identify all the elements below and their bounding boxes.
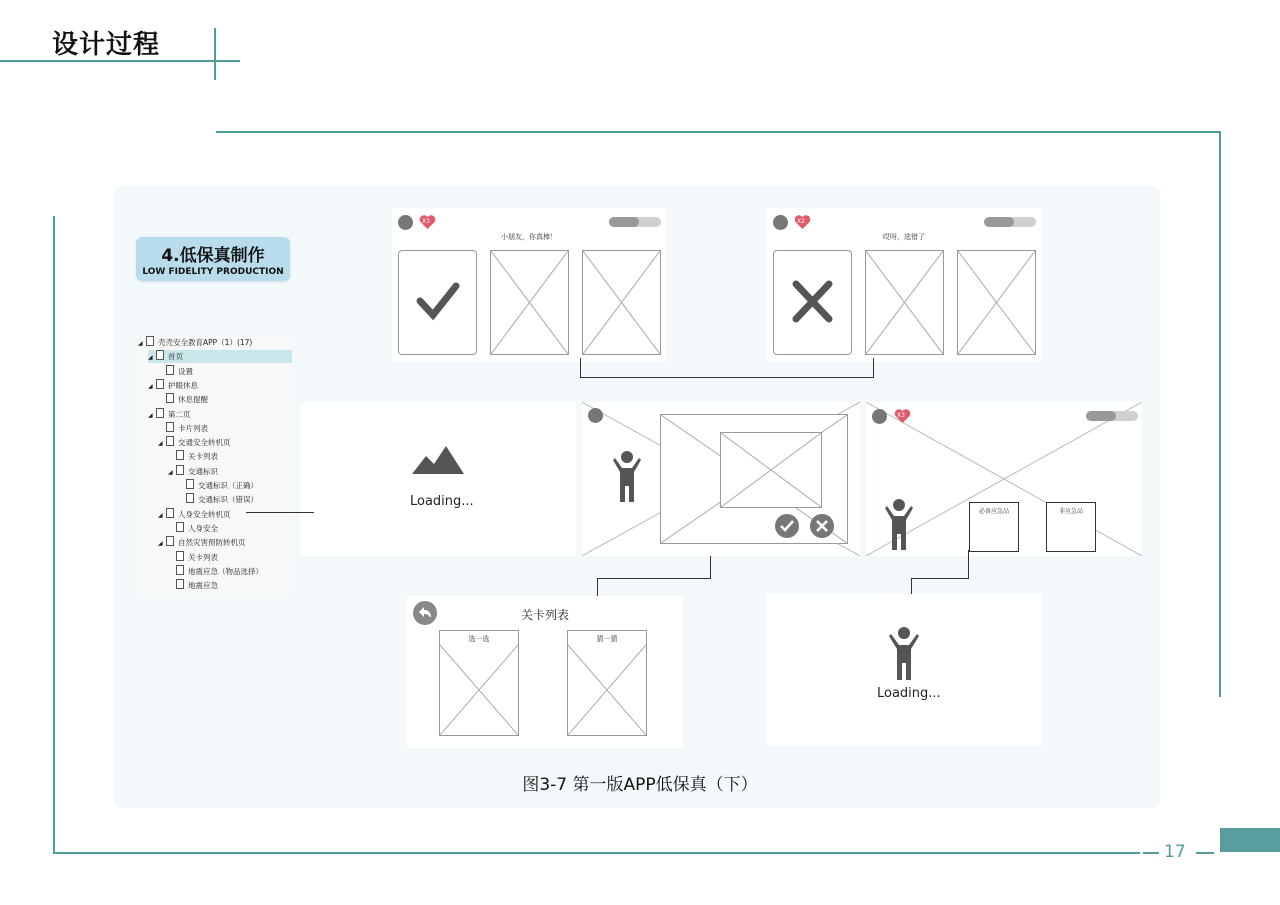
child-icon [610,450,644,502]
page-tree [136,334,292,596]
tree-item[interactable] [168,551,292,564]
frame-left [53,216,55,854]
cancel-icon[interactable] [810,514,834,538]
frame-bottom [53,852,1140,854]
screen-loading [300,402,576,556]
tree-item-label: 自然灾害预防转机页 [178,538,246,548]
sound-toggle[interactable] [1086,411,1138,421]
back-icon[interactable] [398,215,413,230]
level-list-title: 关卡列表 [520,608,569,622]
tree-item-label: 设置 [178,366,193,376]
tree-item-label: 地震应急（物品选择） [188,566,263,576]
answer-card-correct[interactable] [398,250,477,355]
child-icon [886,626,922,680]
image-placeholder [865,250,944,355]
tree-connector [246,512,314,513]
tree-item[interactable] [158,393,292,406]
connector [580,377,874,378]
page-icon [166,508,174,518]
frame-right [1219,131,1221,697]
result-message: 小朋友，你真棒！ [501,233,557,241]
back-icon[interactable] [773,215,788,230]
drop-box-label: 必备应急品 [978,508,1009,515]
page-icon [176,551,184,561]
page-icon [176,465,184,475]
confirm-icon[interactable] [775,514,799,538]
screen-loading-child [767,594,1042,746]
connector [597,578,598,596]
tree-item-label: 卡片列表 [178,423,208,433]
image-placeholder [490,250,569,355]
lives-count: X3 [422,218,430,225]
page-icon [176,450,184,460]
badge-subtitle: LOW FIDELITY PRODUCTION [142,267,284,277]
page-icon [176,522,184,532]
tree-item[interactable] [168,565,292,578]
tree-item[interactable] [168,522,292,535]
tree-item-label: 护眼休息 [168,380,198,390]
frame-top [216,131,1221,133]
connector [710,556,711,579]
back-icon[interactable] [872,409,887,424]
loading-text: Loading... [877,686,941,701]
connector [580,358,581,378]
back-icon[interactable] [588,408,603,423]
tree-item-label: 交通标识（正确） [198,481,258,490]
expand-arrow-icon[interactable]: ◢ [168,468,173,476]
connector [911,578,969,579]
drop-box-essential[interactable] [969,502,1019,552]
tree-item[interactable] [148,408,292,421]
result-message: 哎呀，选错了 [883,233,925,241]
expand-arrow-icon[interactable]: ◢ [138,340,143,347]
tree-item-label: 首页 [168,352,183,362]
screen-game [866,402,1142,556]
lives-count: X2 [797,218,805,225]
level-card[interactable] [439,630,519,736]
tree-item[interactable] [168,579,292,592]
image-placeholder [582,250,661,355]
tree-item-label: 交通安全转机页 [178,438,231,448]
page-dash-left [1143,852,1159,854]
drop-box-nonessential[interactable] [1046,502,1096,552]
tree-item-label: 关卡列表 [188,452,218,462]
tree-item[interactable] [148,379,292,392]
screen-transition [582,402,860,556]
image-placeholder [957,250,1036,355]
tree-item[interactable] [158,436,292,449]
tree-item-label: 交通标识（错误） [198,495,258,505]
page-icon [156,379,164,389]
tree-item[interactable] [168,450,292,463]
tree-item-label: 休息提醒 [178,395,208,405]
expand-arrow-icon[interactable]: ◢ [148,382,153,390]
page-icon [156,408,164,418]
loading-text: Loading... [410,494,474,509]
page-number: 17 [1164,842,1186,862]
page-icon [176,579,184,589]
tree-item[interactable] [158,365,292,378]
sound-toggle[interactable] [984,217,1036,227]
tree-item[interactable] [168,465,292,478]
tree-item-label: 地震应急 [188,581,218,591]
section-title: 设计过程 [52,30,161,60]
tree-item-label: 关卡列表 [188,552,218,562]
mountain-icon [412,444,464,474]
page-icon [166,436,174,446]
level-card[interactable] [567,630,647,736]
section-badge [136,237,290,281]
tree-item[interactable] [158,508,292,521]
page-icon [166,422,174,432]
header-rule [0,60,240,62]
expand-arrow-icon[interactable]: ◢ [148,354,153,362]
connector [597,578,711,579]
page-tab [1220,828,1280,852]
frame-bottom-tail [1196,852,1214,854]
lives-count: X3 [897,412,905,419]
tree-item-label: 人身安全转机页 [178,509,231,519]
badge-title: 4.低保真制作 [161,246,265,266]
cross-icon [774,251,851,354]
drop-box-label: 非应急品 [1058,508,1083,515]
sound-toggle[interactable] [609,217,661,227]
page-icon [166,365,174,375]
expand-arrow-icon[interactable]: ◢ [158,440,163,448]
child-icon [882,498,916,550]
tree-item[interactable] [138,336,292,349]
page-icon [186,479,194,489]
page-icon [146,336,154,346]
tree-item[interactable] [178,493,292,506]
page-icon [186,493,194,503]
tree-item-label: 第二页 [168,409,191,419]
page-icon [166,393,174,403]
tree-item-label: 人身安全 [188,523,218,533]
figure-caption: 图3-7 第一版APP低保真（下） [522,775,758,795]
image-placeholder [720,432,822,508]
tree-item[interactable] [158,536,292,549]
connector [873,358,874,378]
answer-card-wrong[interactable] [773,250,852,355]
expand-arrow-icon[interactable]: ◢ [148,411,153,419]
tree-item-label: 交通标识 [188,466,218,476]
header-tick [214,28,216,80]
tree-item-label: 壳壳安全教育APP（1）(17) [158,338,253,347]
expand-arrow-icon[interactable]: ◢ [158,511,163,519]
tree-item[interactable] [148,350,292,363]
expand-arrow-icon[interactable]: ◢ [158,540,163,548]
check-icon [399,251,476,354]
page-icon [166,536,174,546]
screen-correct [392,208,666,362]
screen-wrong [767,208,1041,362]
page-icon [156,350,164,360]
page-icon [176,565,184,575]
level-card-label: 选一选 [468,635,490,643]
tree-item[interactable] [178,479,292,492]
level-card-label: 猜一猜 [596,635,618,643]
screen-level-list [407,596,683,748]
tree-item[interactable] [158,422,292,435]
connector [968,550,969,579]
